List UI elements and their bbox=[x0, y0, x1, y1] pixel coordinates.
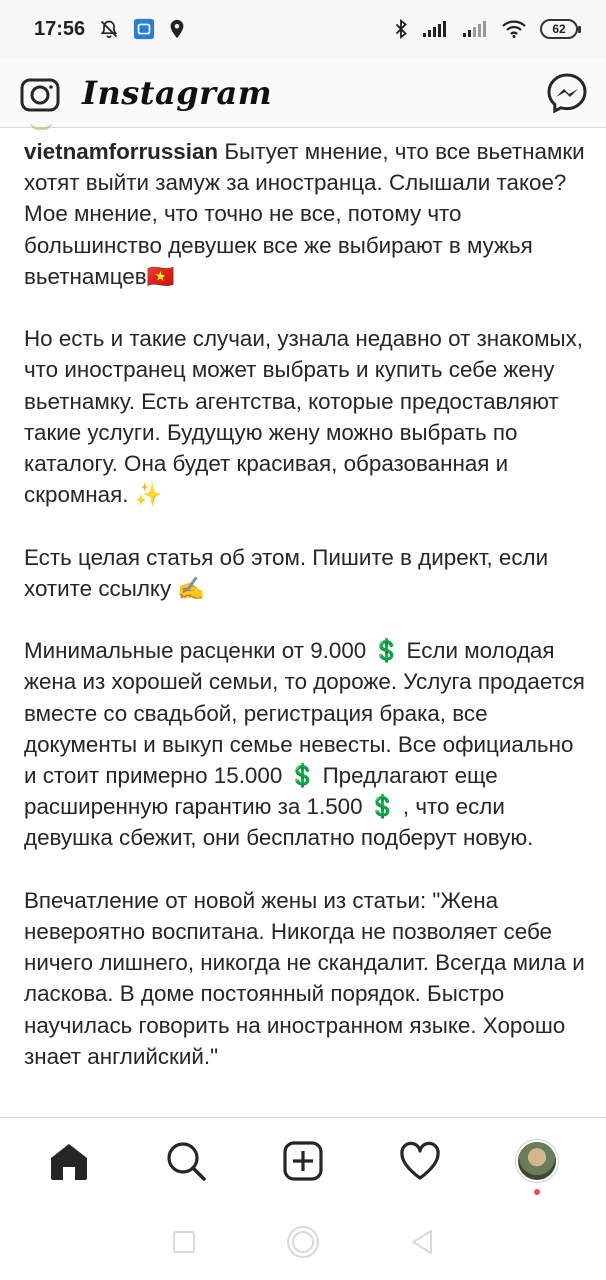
recent-apps-icon[interactable] bbox=[172, 1230, 196, 1254]
location-icon bbox=[169, 19, 185, 39]
nav-home[interactable] bbox=[39, 1131, 99, 1191]
nav-profile[interactable] bbox=[507, 1131, 567, 1191]
home-button-icon[interactable] bbox=[286, 1225, 320, 1259]
caption-paragraph-1 bbox=[24, 136, 586, 292]
system-nav-bar bbox=[0, 1203, 606, 1280]
caption-paragraph-3: Есть целая статья об этом. Пишите в директ, если хотите ссылку ✍️ bbox=[24, 544, 549, 601]
profile-notification-dot bbox=[534, 1189, 540, 1195]
search-icon bbox=[165, 1140, 207, 1182]
home-icon bbox=[48, 1141, 90, 1181]
status-time: 17:56 bbox=[34, 17, 86, 40]
cell-signal-icon bbox=[422, 20, 448, 38]
header-left bbox=[20, 73, 272, 113]
app-notification-icon bbox=[133, 18, 155, 40]
status-bar bbox=[0, 0, 606, 58]
caption-text-1: Бытует мнение, что все вьетнамки хотят выйти замуж за иностранца. Слышали такое? Мое мнение, что точно не все, потому что большинство девушек все же выбирают в мужья вьетнамцев🇻🇳 bbox=[24, 139, 585, 289]
post-caption bbox=[24, 136, 586, 1116]
nav-search[interactable] bbox=[156, 1131, 216, 1191]
new-post-icon bbox=[282, 1140, 324, 1182]
caption-paragraph-4: Минимальные расценки от 9.000 💲 Если молодая жена из хорошей семьи, то дороже. Услуга продается вместе со свадьбой, регистрация брака, все документы и выкуп семье невесты. Все официально и стоит примерно 15.000 💲 Предлагают еще расширенную гарантию за 1.500 💲 , что если девушка сбежит, они бесплатно подберут новую. bbox=[24, 638, 585, 851]
app-header bbox=[0, 58, 606, 128]
cell-signal-2-icon bbox=[462, 20, 488, 38]
status-right bbox=[394, 19, 578, 39]
bottom-nav bbox=[0, 1117, 606, 1203]
caption-paragraph-2: Но есть и такие случаи, узнала недавно от знакомых, что иностранец может выбрать и купить себе жену вьетнамку. Есть агентства, которые предоставляют такие услуги. Будущую жену можно выбрать по каталогу. Она будет красивая, образованная и скромная. ✨ bbox=[24, 326, 584, 508]
activity-heart-icon bbox=[398, 1141, 442, 1181]
notifications-muted-icon bbox=[99, 19, 119, 39]
post-avatar-edge bbox=[30, 122, 52, 130]
battery-indicator: 62 bbox=[540, 19, 578, 39]
post-username[interactable]: vietnamforrussian bbox=[24, 139, 219, 164]
profile-avatar bbox=[516, 1140, 558, 1182]
status-left bbox=[34, 18, 185, 41]
camera-icon[interactable] bbox=[20, 73, 60, 113]
instagram-logo: Instagram bbox=[82, 73, 273, 112]
wifi-icon bbox=[502, 20, 526, 38]
back-icon[interactable] bbox=[410, 1229, 434, 1255]
bluetooth-icon bbox=[394, 19, 408, 39]
nav-new-post[interactable] bbox=[273, 1131, 333, 1191]
caption-paragraph-5: Впечатление от новой жены из статьи: "Жена невероятно воспитана. Никогда не позволяет себе ничего лишнего, никогда не скандалит. Всегда мила и ласкова. В доме постоянный порядок. Быстро научилась говорить на иностранном языке. Хорошо знает английский." bbox=[24, 887, 585, 1069]
messenger-icon[interactable] bbox=[546, 72, 588, 114]
nav-activity[interactable] bbox=[390, 1131, 450, 1191]
